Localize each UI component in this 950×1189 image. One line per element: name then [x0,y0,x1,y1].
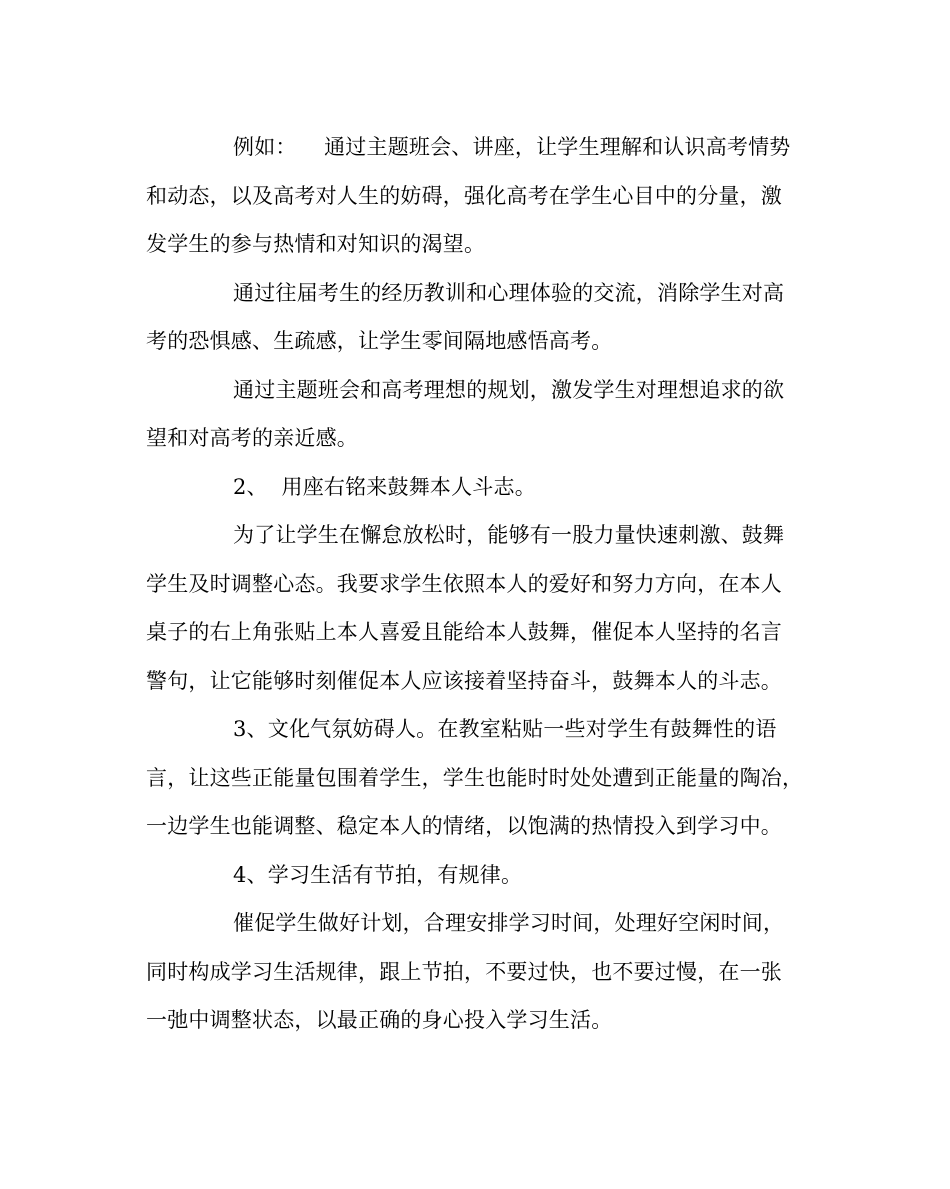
text-line: 2、 用座右铭来鼓舞本人斗志。 [233,475,536,499]
text-line: 为了让学生在懈怠放松时，能够有一股力量快速刺激、鼓舞 [233,523,785,547]
text-line: 催促学生做好计划，合理安排学习时间，处理好空闲时间， [233,911,785,935]
text-line: 通过往届考生的经历教训和心理体验的交流，消除学生对高 [233,281,785,305]
text-line: 通过主题班会和高考理想的规划，激发学生对理想追求的欲 [233,378,785,402]
text-line: 学生及时调整心态。我要求学生依照本人的爱好和努力方向，在本人 [146,572,782,596]
text-line: 同时构成学习生活规律，跟上节拍，不要过快，也不要过慢，在一张 [146,960,782,984]
text-line: 桌子的右上角张贴上本人喜爱且能给本人鼓舞，催促本人坚持的名言 [146,620,782,644]
text-line: 望和对高考的亲近感。 [146,426,358,450]
text-line: 言，让这些正能量包围着学生，学生也能时时处处遭到正能量的陶冶， [146,766,804,790]
text-line: 例如： 通过主题班会、讲座，让学生理解和认识高考情势 [233,135,791,159]
text-line: 和动态，以及高考对人生的妨碍，强化高考在学生心目中的分量，激 [146,184,782,208]
text-line: 发学生的参与热情和对知识的渴望。 [146,232,486,256]
text-line: 一边学生也能调整、稳定本人的情绪，以饱满的热情投入到学习中。 [146,814,782,838]
text-line: 3、文化气氛妨碍人。在教室粘贴一些对学生有鼓舞性的语 [233,717,777,741]
text-line: 4、学习生活有节拍，有规律。 [233,863,523,887]
text-line: 考的恐惧感、生疏感，让学生零间隔地感悟高考。 [146,329,613,353]
text-line: 一弛中调整状态，以最正确的身心投入学习生活。 [146,1008,613,1032]
text-line: 警句，让它能够时刻催促本人应该接着坚持奋斗，鼓舞本人的斗志。 [146,669,782,693]
